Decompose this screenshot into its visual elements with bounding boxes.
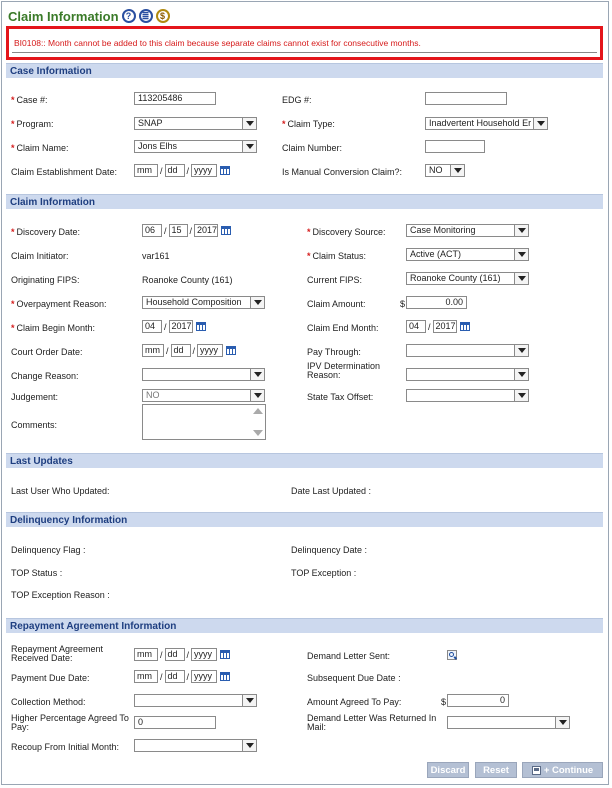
current-fips-select[interactable]: Roanoke County (161)	[406, 272, 529, 285]
calendar-icon[interactable]	[226, 346, 236, 355]
pay-through-label: Pay Through:	[307, 347, 361, 357]
day-input[interactable]: dd	[171, 344, 191, 357]
day-input[interactable]: dd	[165, 670, 185, 683]
chevron-down-icon	[450, 165, 464, 176]
change-reason-select[interactable]	[142, 368, 265, 381]
chevron-down-icon	[242, 740, 256, 751]
date-last-updated-label: Date Last Updated :	[291, 486, 372, 496]
collection-method-select[interactable]	[134, 694, 257, 707]
discovery-date-label: * Discovery Date:	[11, 227, 80, 237]
change-reason-label: Change Reason:	[11, 371, 79, 381]
year-input[interactable]: yyyy	[191, 648, 217, 661]
delinquency-flag-label: Delinquency Flag :	[11, 545, 86, 555]
chevron-down-icon	[533, 118, 547, 129]
manual-conversion-select[interactable]: NO	[425, 164, 465, 177]
discovery-source-label: * Discovery Source:	[307, 227, 386, 237]
state-tax-offset-label: State Tax Offset:	[307, 392, 374, 402]
establishment-date-label: Claim Establishment Date:	[11, 167, 118, 177]
section-repayment-agreement: Repayment Agreement Information	[6, 618, 603, 633]
year-input[interactable]: 2017	[194, 224, 218, 237]
top-status-label: TOP Status :	[11, 568, 63, 578]
agreement-received-date-label: Repayment Agreement Received Date:	[11, 644, 104, 663]
last-user-label: Last User Who Updated:	[11, 486, 110, 496]
chevron-down-icon	[242, 118, 256, 129]
section-last-updates: Last Updates	[6, 453, 603, 468]
establishment-date-field[interactable]: mm / dd / yyyy	[134, 164, 230, 177]
calendar-icon[interactable]	[220, 672, 230, 681]
chevron-down-icon	[514, 225, 528, 236]
scroll-up-icon[interactable]	[253, 408, 263, 414]
judgement-select[interactable]: NO	[142, 389, 265, 402]
case-number-input[interactable]: 113205486	[134, 92, 216, 105]
section-case-information: Case Information	[6, 63, 603, 78]
ipv-determination-label: IPV Determination Reason:	[307, 361, 381, 380]
judgement-label: Judgement:	[11, 392, 59, 402]
chevron-down-icon	[250, 297, 264, 308]
month-input[interactable]: 06	[142, 224, 162, 237]
claim-status-label: * Claim Status:	[307, 251, 366, 261]
program-select[interactable]: SNAP	[134, 117, 257, 130]
claim-name-select[interactable]: Jons Elhs	[134, 140, 257, 153]
reset-button[interactable]: Reset	[475, 762, 517, 778]
claim-status-select[interactable]: Active (ACT)	[406, 248, 529, 261]
agreement-received-date-field[interactable]: mm / dd / yyyy	[134, 648, 230, 661]
discard-button[interactable]: Discard	[427, 762, 469, 778]
chevron-down-icon	[514, 345, 528, 356]
edg-number-label: EDG #:	[282, 95, 312, 105]
year-input[interactable]: yyyy	[197, 344, 223, 357]
payment-due-date-field[interactable]: mm / dd / yyyy	[134, 670, 230, 683]
help-icon[interactable]: ?	[122, 9, 136, 23]
month-input[interactable]: 04	[142, 320, 162, 333]
day-input[interactable]: 15	[169, 224, 188, 237]
claim-number-input[interactable]	[425, 140, 485, 153]
claim-end-month-field[interactable]: 04 / 2017	[406, 320, 470, 333]
pay-through-select[interactable]	[406, 344, 529, 357]
document-list-icon[interactable]: ≣	[139, 9, 153, 23]
chevron-down-icon	[514, 369, 528, 380]
demand-letter-returned-label: Demand Letter Was Returned In Mail:	[307, 713, 437, 732]
chevron-down-icon	[555, 717, 569, 728]
search-icon[interactable]	[447, 650, 457, 660]
edg-number-input[interactable]	[425, 92, 507, 105]
current-fips-label: Current FIPS:	[307, 275, 363, 285]
chevron-down-icon	[250, 390, 264, 401]
claim-number-label: Claim Number:	[282, 143, 343, 153]
program-label: * Program:	[11, 119, 54, 129]
ipv-determination-select[interactable]	[406, 368, 529, 381]
overpayment-reason-select[interactable]: Household Composition	[142, 296, 265, 309]
error-message-text: BI0108:: Month cannot be added to this claim because separate claims cannot exist for consecutive months.	[14, 38, 421, 48]
chevron-down-icon	[250, 369, 264, 380]
claim-begin-month-label: * Claim Begin Month:	[11, 323, 95, 333]
demand-letter-returned-select[interactable]	[447, 716, 570, 729]
top-exception-label: TOP Exception :	[291, 568, 357, 578]
delinquency-date-label: Delinquency Date :	[291, 545, 368, 555]
originating-fips-label: Originating FIPS:	[11, 275, 80, 285]
collection-method-label: Collection Method:	[11, 697, 86, 707]
currency-symbol: $	[441, 697, 447, 707]
chevron-down-icon	[242, 141, 256, 152]
claim-type-select[interactable]: Inadvertent Household Er	[425, 117, 548, 130]
claim-end-month-label: Claim End Month:	[307, 323, 379, 333]
continue-label: + Continue	[543, 764, 594, 776]
chevron-down-icon	[514, 249, 528, 260]
calendar-icon[interactable]	[221, 226, 231, 235]
currency-symbol: $	[400, 299, 406, 309]
chevron-down-icon	[514, 390, 528, 401]
comments-textarea[interactable]	[142, 404, 266, 440]
subsequent-due-date-label: Subsequent Due Date :	[307, 673, 401, 683]
dollar-icon[interactable]: $	[156, 9, 170, 23]
top-exception-reason-label: TOP Exception Reason :	[11, 590, 110, 600]
save-continue-button[interactable]	[522, 762, 603, 778]
recoup-initial-month-label: Recoup From Initial Month:	[11, 742, 120, 752]
page-title: Claim Information	[8, 8, 119, 24]
demand-letter-sent-label: Demand Letter Sent:	[307, 651, 391, 661]
year-input[interactable]: yyyy	[191, 164, 217, 177]
claim-name-label: * Claim Name:	[11, 143, 69, 153]
day-input[interactable]: dd	[165, 648, 185, 661]
claim-amount-label: Claim Amount:	[307, 299, 366, 309]
court-order-date-field[interactable]: mm / dd / yyyy	[142, 344, 236, 357]
claim-amount-input[interactable]: 0.00	[406, 296, 467, 309]
higher-percentage-input[interactable]: 0	[134, 716, 216, 729]
payment-due-date-label: Payment Due Date:	[11, 673, 90, 683]
case-number-label: * Case #:	[11, 95, 48, 105]
discovery-source-select[interactable]: Case Monitoring	[406, 224, 529, 237]
amount-agreed-input[interactable]: 0	[447, 694, 509, 707]
section-claim-information: Claim Information	[6, 194, 603, 209]
originating-fips-value: Roanoke County (161)	[142, 275, 233, 285]
amount-agreed-label: Amount Agreed To Pay:	[307, 697, 402, 707]
month-input[interactable]: mm	[134, 164, 158, 177]
day-input[interactable]: dd	[165, 164, 185, 177]
chevron-down-icon	[514, 273, 528, 284]
year-input[interactable]: 2017	[169, 320, 193, 333]
discovery-date-field[interactable]: 06 / 15 / 2017	[142, 224, 231, 237]
calendar-icon[interactable]	[220, 650, 230, 659]
recoup-initial-month-select[interactable]	[134, 739, 257, 752]
comments-label: Comments:	[11, 420, 58, 430]
month-input[interactable]: mm	[142, 344, 164, 357]
chevron-down-icon	[242, 695, 256, 706]
month-input[interactable]: mm	[134, 670, 158, 683]
calendar-icon[interactable]	[460, 322, 470, 331]
court-order-date-label: Court Order Date:	[11, 347, 83, 357]
claim-begin-month-field[interactable]: 04 / 2017	[142, 320, 206, 333]
year-input[interactable]: yyyy	[191, 670, 217, 683]
section-delinquency: Delinquency Information	[6, 512, 603, 527]
year-input[interactable]: 2017	[433, 320, 457, 333]
title-bar	[8, 6, 170, 26]
higher-percentage-label: Higher Percentage Agreed To Pay:	[11, 713, 129, 732]
overpayment-reason-label: * Overpayment Reason:	[11, 299, 107, 309]
claim-initiator-label: Claim Initiator:	[11, 251, 69, 261]
calendar-icon[interactable]	[196, 322, 206, 331]
month-input[interactable]: mm	[134, 648, 158, 661]
save-icon	[532, 766, 541, 775]
calendar-icon[interactable]	[220, 166, 230, 175]
month-input[interactable]: 04	[406, 320, 426, 333]
error-message-box	[6, 26, 603, 60]
scroll-down-icon[interactable]	[253, 430, 263, 436]
claim-type-label: * Claim Type:	[282, 119, 335, 129]
error-divider	[12, 52, 597, 53]
manual-conversion-label: Is Manual Conversion Claim?:	[282, 167, 403, 177]
claim-initiator-value: var161	[142, 251, 170, 261]
state-tax-offset-select[interactable]	[406, 389, 529, 402]
